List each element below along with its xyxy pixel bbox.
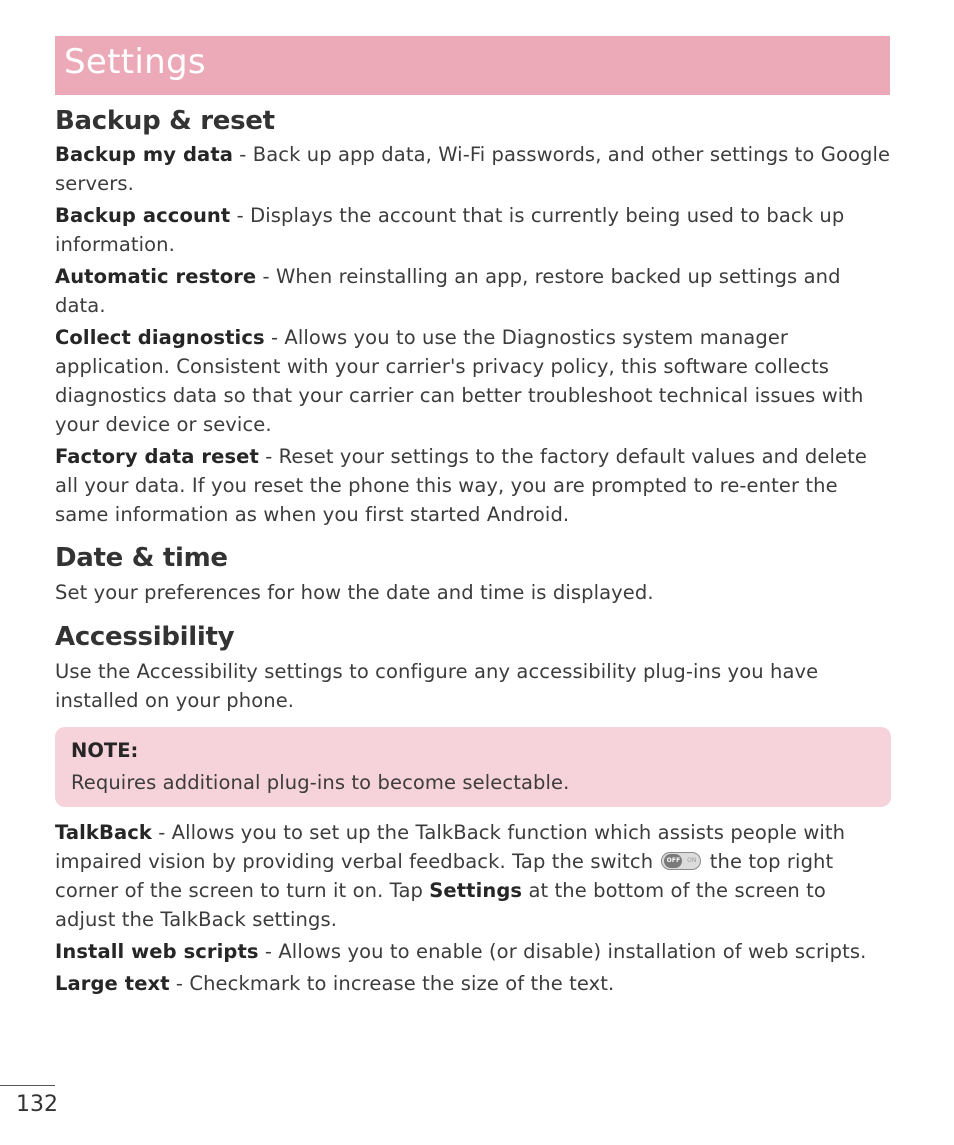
install-web-scripts-item [55, 937, 891, 966]
term-description: - Checkmark to increase the size of the text. [169, 972, 615, 995]
footer-divider [0, 1085, 55, 1086]
date-time-description: Set your preferences for how the date and time is displayed. [55, 581, 654, 604]
term-label: Large text [55, 972, 170, 995]
backup-my-data-item [55, 140, 891, 198]
term-label: TalkBack [55, 821, 152, 844]
term-description: - Reset your settings to the factory default values and delete all your data. If you reset the phone this way, you are prompted to re-enter the same information as when you first started Android. [55, 445, 867, 526]
section-heading-accessibility: Accessibility [55, 622, 235, 652]
term-label: Install web scripts [55, 940, 259, 963]
note-box [55, 727, 891, 807]
term-description: - When reinstalling an app, restore backed up settings and data. [55, 265, 841, 317]
switch-on-label: ON [687, 856, 697, 864]
header-banner [55, 36, 890, 95]
term-description: - Allows you to enable (or disable) installation of web scripts. [258, 940, 867, 963]
term-label: Backup account [55, 204, 231, 227]
settings-keyword: Settings [429, 879, 523, 902]
note-text: Requires additional plug-ins to become selectable. [71, 771, 570, 794]
term-label: Automatic restore [55, 265, 257, 288]
talkback-item [55, 818, 891, 934]
toggle-switch-icon [661, 852, 701, 870]
backup-account-item [55, 201, 891, 259]
switch-off-label: OFF [664, 854, 682, 868]
large-text-item [55, 969, 891, 998]
term-description: - Allows you to set up the TalkBack function which assists people with impaired vision by providing verbal feedback. Tap the switch [55, 821, 846, 873]
section-heading-date-time: Date & time [55, 543, 228, 573]
term-description: at the bottom of the screen to adjust the TalkBack settings. [55, 879, 826, 931]
note-title: NOTE: [71, 739, 139, 762]
section-heading-backup-reset: Backup & reset [55, 106, 275, 136]
factory-data-reset-item [55, 442, 891, 529]
page-number: 132 [16, 1092, 58, 1117]
main-content [55, 100, 891, 1001]
term-description: - Back up app data, Wi-Fi passwords, and other settings to Google servers. [55, 143, 891, 195]
collect-diagnostics-item [55, 323, 891, 439]
automatic-restore-item [55, 262, 891, 320]
page-title: Settings [64, 42, 206, 82]
term-label: Factory data reset [55, 445, 259, 468]
term-description: - Displays the account that is currently being used to back up information. [55, 204, 845, 256]
term-label: Backup my data [55, 143, 233, 166]
term-description: the top right corner of the screen to turn it on. Tap [55, 850, 834, 902]
term-label: Collect diagnostics [55, 326, 265, 349]
accessibility-description: Use the Accessibility settings to configure any accessibility plug-ins you have installed on your phone. [55, 660, 819, 712]
term-description: - Allows you to use the Diagnostics system manager application. Consistent with your carrier's privacy policy, this software collects diagnostics data so that your carrier can better troubleshoot technical issues with your device or sevice. [55, 326, 864, 436]
